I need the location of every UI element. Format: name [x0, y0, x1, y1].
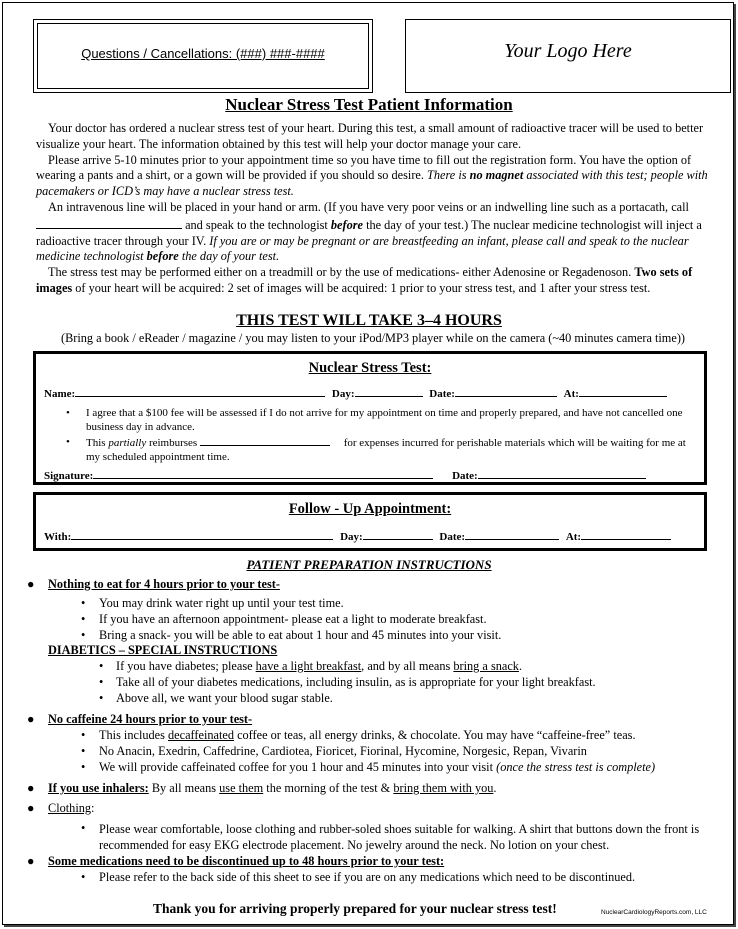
- questions-text: Questions / Cancellations: (###) ###-####: [81, 46, 325, 61]
- day-label: Day:: [331, 388, 355, 400]
- duration-title: THIS TEST WILL TAKE 3–4 HOURS: [236, 312, 502, 329]
- list-item: Above all, we want your blood sugar stable.: [116, 691, 333, 705]
- intro-paragraph-1: Your doctor has ordered a nuclear stress test of your heart. During this test, a small amount of radioactive tracer will be used to better visualize your heart. The information obtained by this test will help your doctor manage your care.: [36, 121, 704, 151]
- clothing-heading: Clothing:: [48, 801, 95, 815]
- intro-text: [36, 121, 719, 297]
- date-field[interactable]: [455, 386, 557, 397]
- inhalers-line: If you use inhalers: By all means use them the morning of the test & bring them with you.: [48, 781, 497, 795]
- thank-you-note: Thank you for arriving properly prepared for your nuclear stress test!: [153, 901, 557, 916]
- logo-placeholder: Your Logo Here: [504, 40, 632, 62]
- at-field[interactable]: [579, 386, 667, 397]
- fu-date-label: Date:: [439, 531, 466, 543]
- follow-up-row: [44, 529, 671, 543]
- day-field[interactable]: [355, 386, 423, 397]
- signature-date-field[interactable]: [478, 468, 646, 479]
- list-item: Please wear comfortable, loose clothing and rubber-soled shoes suitable for walking. A shirt that buttons down the front is recommended for easy EKG electrode placement. No jewelry around the neck. No lotion on your chest.: [99, 822, 700, 852]
- name-label: Name:: [44, 388, 76, 400]
- at-label: At:: [563, 388, 579, 400]
- instructions-title: PATIENT PREPARATION INSTRUCTIONS: [246, 557, 492, 572]
- fu-at-field[interactable]: [581, 529, 671, 540]
- page-title: Nuclear Stress Test Patient Information: [225, 95, 513, 114]
- no-food-heading: Nothing to eat for 4 hours prior to your test-: [48, 577, 280, 591]
- credit-text: NuclearCardiologyReports.com, LLC: [601, 909, 707, 916]
- medications-heading: Some medications need to be discontinued up to 48 hours prior to your test:: [48, 854, 445, 868]
- phone-blank: [36, 216, 182, 229]
- no-caffeine-heading: No caffeine 24 hours prior to your test-: [48, 712, 253, 726]
- bullet: ●: [27, 577, 35, 591]
- intro-paragraph-2: Please arrive 5-10 minutes prior to your appointment time so you have time to fill out the registration form. You have the option of wearing a pants and a shirt, or a gown will be provided if you should so desire. There is no magnet associated with this test; people with pacemakers or ICD’s may have a nuclear stress test.: [36, 152, 708, 199]
- stress-test-form: Nuclear Stress Test: Name: Day: Date: At: • I agree that a $100 fee will be assessed if I do not arrive for my appointment on time and properly prepared, and have not cancelled one business day in advance. • This partially reimburses for expenses incurred for perishable materials which will be waiting for me at my scheduled appointment time. Signature: Date:: [33, 351, 707, 485]
- signature-field[interactable]: [93, 468, 433, 479]
- logo-box: [405, 19, 731, 93]
- list-item: If you have diabetes; please have a light breakfast, and by all means bring a snack.: [116, 659, 523, 673]
- stress-test-form-title: Nuclear Stress Test:: [308, 360, 432, 376]
- signature-date-label: Date:: [452, 470, 478, 482]
- form1-name-row: [44, 386, 667, 400]
- list-item: Bring a snack- you will be able to eat about 1 hour and 45 minutes into your visit.: [99, 628, 502, 642]
- reimburse-amount-field[interactable]: [200, 435, 330, 446]
- list-item: Please refer to the back side of this sheet to see if you are on any medications which need to be discontinued.: [99, 870, 636, 884]
- follow-up-title: Follow - Up Appointment:: [288, 501, 452, 517]
- intro-paragraph-4: The stress test may be performed either on a treadmill or by the use of medications- either Adenosine or Regadenoson. Two sets of images of your heart will be acquired: 2 set of images will be acquired: 1 prior to your stress test, and 1 after your stress test.: [36, 265, 693, 295]
- with-field[interactable]: [71, 529, 333, 540]
- questions-box: [33, 19, 373, 93]
- list-item: Take all of your diabetes medications, including insulin, as is appropriate for your light breakfast.: [116, 675, 596, 689]
- follow-up-form: [33, 492, 707, 551]
- document-page: Questions / Cancellations: (###) ###-#### Your Logo Here Nuclear Stress Test Patient Information Your doctor has ordered a nuclear stress test of your heart. During this test, a small amount of radioactive tracer will be used to better visualize your heart. The information obtained by this test will help your doctor manage your care. Please arrive 5-10 minutes prior to your appointment time so you have time to fill out the registration form. You have the option of wearing a pants and a shirt, or a gown will be provided if you should so desire. There is no magnet associated with this test; people with pacemakers or ICD’s may have a nuclear stress test. An intravenous line will be placed in your hand or arm. (If you have very poor veins or an indwelling line such as a portacath, call and speak to the technologist before the day of your test.) The nuclear medicine technologist will inject a radioactive tracer through your IV. If you are or may be pregnant or are breastfeeding an infant, please call and speak to the nuclear medicine technologist before the day of your test. The stress test may be performed either on a treadmill or by the use of medications- either Adenosine or Regadenoson. Two sets of images of your heart will be acquired: 2 set of images will be acquired: 1 prior to your stress test, and 1 after your stress test. THIS TEST WILL TAKE 3–4 HOURS (Bring a book / eReader / magazine / you may listen to your iPod/MP3 player while on the camera (~40 minutes camera time)) Nuclear Stress Test: Name: Day: Date: At: • I agree that a $100 fee will be assessed if I do not arrive for my appointment on time and properly prepared, and have not cancelled one business day in advance. • This partially reimburses for expenses incurred for perishable materials which will be waiting for me at my scheduled appointment time. Signature: Date: Follow - Up Appointment: With: Day: Date: At: PATIENT PREPARATION INSTRUCTIONS ● Nothing to eat for 4 hours prior to your test- • You may drink water right up until your test time. • If you have an afternoon appointment- please eat a light to moderate breakfast. • Bring a snack- you will be able to eat about 1 hour and 45 minutes into your visit. DIABETICS – SPECIAL INSTRUCTIONS • If you have diabetes; please have a light breakfast, and by all means bring a snack. • Take all of your diabetes medications, including insulin, as is appropriate for your light breakfast. • Above all, we want your blood sugar stable. ● No caffeine 24 hours prior to your test- • This includes decaffeinated coffee or teas, all energy drinks, & chocolate. You may have “caffeine-free” teas. • No Anacin, Exedrin, Caffedrine, Cardiotea, Fioricet, Fiorinal, Hycomine, Norgesic, Repan, Vivarin • We will provide caffeinated coffee for you 1 hour and 45 minutes into your visit (once the stress test is complete) ● If you use inhalers: By all means use them the morning of the test & bring them with you. ● Clothing: • Please wear comfortable, loose clothing and rubber-soled shoes suitable for walking. A shirt that buttons down the front is recommended for easy EKG electrode placement. No jewelry around the neck. No lotion on your chest. ● Some medications need to be discontinued up to 48 hours prior to your test: • Please refer to the back side of this sheet to see if you are on any medications which need to be discontinued. Thank you for arriving properly prepared for your nuclear stress test! NuclearCardiologyReports.com, LLC: [2, 2, 734, 925]
- fu-date-field[interactable]: [465, 529, 559, 540]
- list-item: No Anacin, Exedrin, Caffedrine, Cardiotea, Fioricet, Fiorinal, Hycomine, Norgesic, Repan, Vivarin: [99, 744, 587, 758]
- intro-paragraph-3: An intravenous line will be placed in your hand or arm. (If you have very poor veins or an indwelling line such as a portacath, call and speak to the technologist before the day of your test.) The nuclear medicine technologist will inject a radioactive tracer through your IV. If you are or may be pregnant or are breastfeeding an infant, please call and speak to the nuclear medicine technologist before the day of your test.: [36, 199, 702, 264]
- list-item: We will provide caffeinated coffee for you 1 hour and 45 minutes into your visit (once the stress test is complete): [99, 760, 656, 774]
- list-item: If you have an afternoon appointment- please eat a light to moderate breakfast.: [99, 612, 487, 626]
- signature-label: Signature:: [44, 470, 94, 482]
- fu-day-label: Day:: [340, 531, 363, 543]
- fu-at-label: At:: [565, 531, 582, 543]
- duration-note: (Bring a book / eReader / magazine / you may listen to your iPod/MP3 player while on the camera (~40 minutes camera time)): [60, 331, 686, 345]
- date-label: Date:: [429, 388, 455, 400]
- diabetics-heading: DIABETICS – SPECIAL INSTRUCTIONS: [48, 643, 278, 657]
- name-field[interactable]: [75, 386, 325, 397]
- list-item: This includes decaffeinated coffee or teas, all energy drinks, & chocolate. You may have “caffeine-free” teas.: [99, 728, 636, 742]
- list-item: You may drink water right up until your test time.: [99, 596, 344, 610]
- fu-day-field[interactable]: [363, 529, 433, 540]
- signature-row: [44, 468, 646, 482]
- with-label: With:: [44, 531, 72, 543]
